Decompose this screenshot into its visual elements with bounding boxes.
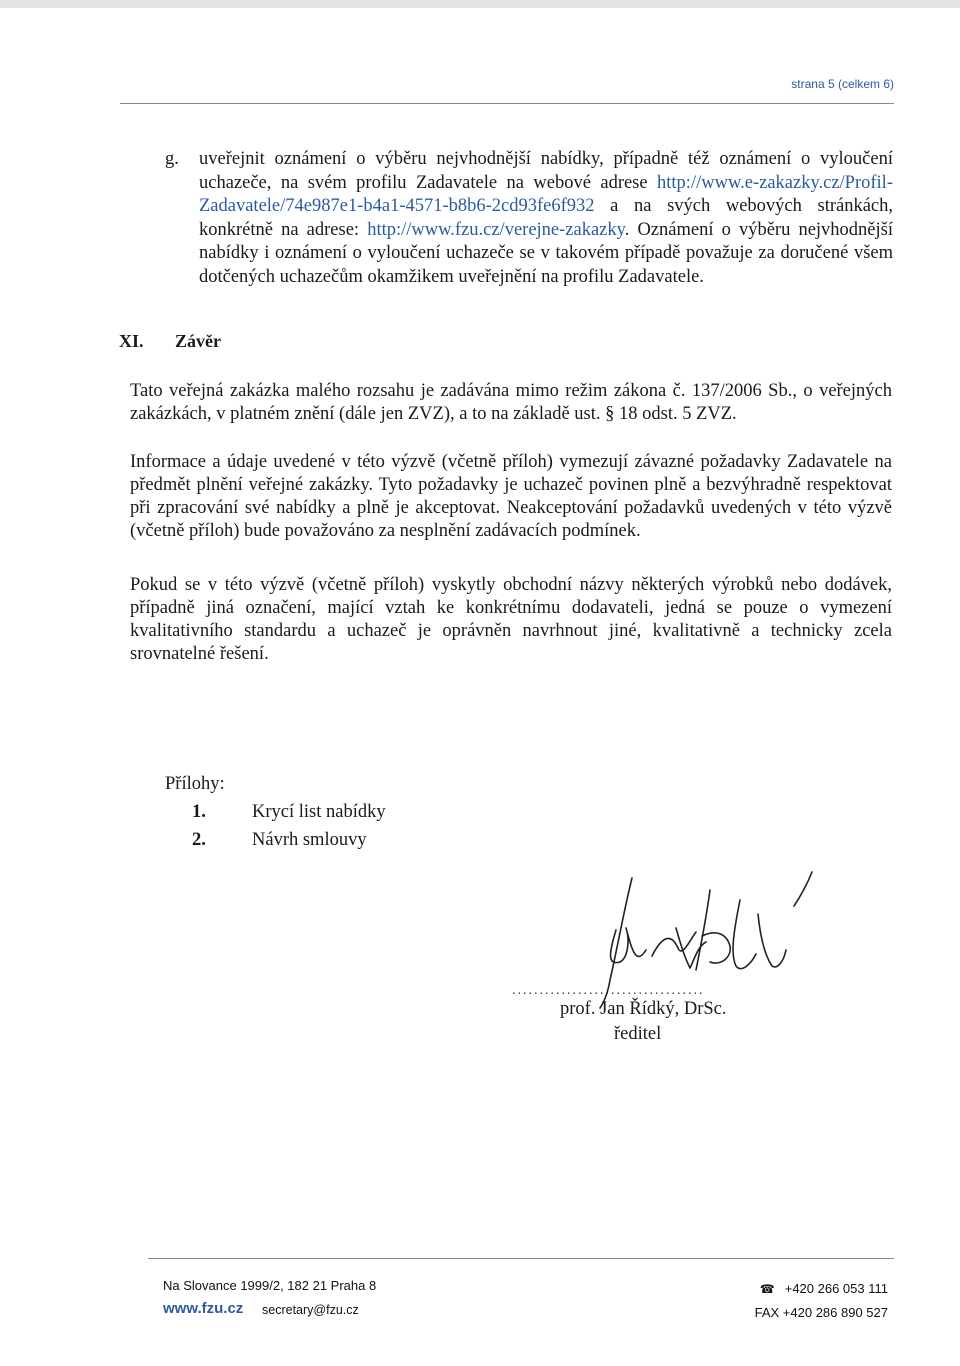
attachment-title: Návrh smlouvy: [252, 830, 367, 850]
signer-role: ředitel: [614, 1024, 662, 1044]
fzu-url-link[interactable]: http://www.fzu.cz/verejne-zakazky: [367, 219, 625, 240]
section-title: Závěr: [175, 331, 221, 351]
section-number: XI.: [119, 331, 144, 351]
footer-email-link[interactable]: secretary@fzu.cz: [262, 1303, 359, 1317]
item-g-text-3: . Oznámení o výběru nejvhodnější nabídky i oznámení o vyloučení uchazeče se v takovém případě považuje za doručené všem dotčených uchazečům okamžikem uveřejnění na profilu Zadavatele.: [199, 219, 893, 287]
page-number-label: strana 5 (celkem 6): [791, 77, 894, 91]
footer-fax: FAX +420 286 890 527: [754, 1305, 888, 1320]
list-marker: g.: [165, 149, 179, 169]
paragraph-legal-basis: Tato veřejná zakázka malého rozsahu je zadávána mimo režim zákona č. 137/2006 Sb., o veřejných zakázkách, v platném znění (dále jen ZVZ), a to na základě ust. § 18 odst. 5 ZVZ.: [130, 381, 892, 424]
telephone-icon: ☎: [759, 1282, 775, 1296]
attachment-number: 1.: [192, 802, 206, 822]
signer-name: prof. Jan Řídký, DrSc.: [560, 999, 727, 1019]
item-g-text-1: uveřejnit oznámení o výběru nejvhodnější nabídky, případně též oznámení o vyloučení uchazeče, na svém profilu Zadavatele na webové adrese: [199, 149, 893, 193]
paragraph-trade-names: Pokud se v této výzvě (včetně příloh) vyskytly obchodní názvy některých výrobků nebo dodávek, případně jiná označení, mající vztah ke konkrétnímu dodavateli, jedná se pouze o vymezení kvalitativního standardu a uchazeč je oprávněn navrhnout jiné, kvalitativně a technicky zcela srovnatelné řešení.: [130, 575, 892, 664]
signature-line: ...................................: [512, 983, 705, 998]
attachment-title: Krycí list nabídky: [252, 802, 386, 822]
list-item-text: [199, 148, 893, 289]
footer-address: Na Slovance 1999/2, 182 21 Praha 8: [163, 1278, 377, 1293]
scan-edge: [0, 0, 960, 8]
footer-phone-number: +420 266 053 111: [784, 1281, 888, 1296]
header-divider: [120, 103, 894, 104]
footer-divider: [148, 1258, 894, 1259]
attachment-number: 2.: [192, 830, 206, 850]
list-item-g: [165, 148, 893, 289]
attachments-label: Přílohy:: [165, 774, 225, 794]
paragraph-requirements: Informace a údaje uvedené v této výzvě (včetně příloh) vymezují závazné požadavky Zadavatele na předmět plnění veřejné zakázky. Tyto požadavky je uchazeč povinen plně a bezvýhradně respektovat při zpracování své nabídky a plně je akceptovat. Neakceptování požadavků uvedených v této výzvě (včetně příloh) bude považováno za nesplnění zadávacích podmínek.: [130, 452, 892, 541]
footer-phone: [760, 1281, 888, 1296]
footer-website-link[interactable]: www.fzu.cz: [163, 1300, 244, 1317]
profile-url-link[interactable]: http://www.e-zakazky.cz/Profil-Zadavatele/74e987e1-b4a1-4571-b8b6-2cd93fe6f932: [199, 172, 893, 216]
item-g-text-2: a na svých webových stránkách, konkrétně na adrese:: [199, 196, 893, 240]
